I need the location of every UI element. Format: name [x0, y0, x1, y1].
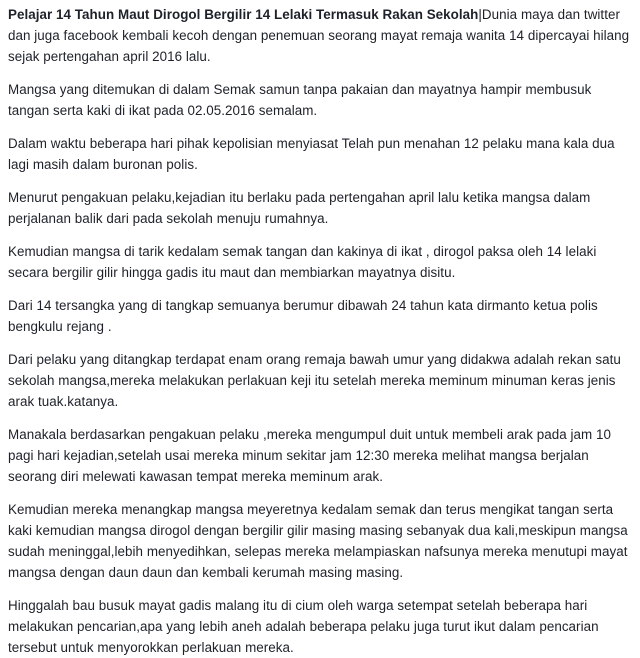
- paragraph-9: Hinggalah bau busuk mayat gadis malang itu di cium oleh warga setempat setelah beberapa hari melakukan pencarian,apa yang lebih aneh adalah beberapa pelaku juga turut ikut dalam pencarian tersebut untuk menyorokkan perlakuan mereka.: [8, 598, 599, 655]
- article-headline: Pelajar 14 Tahun Maut Dirogol Bergilir 14 Lelaki Termasuk Rakan Sekolah: [8, 7, 479, 22]
- paragraph-3: Menurut pengakuan pelaku,kejadian itu berlaku pada pertengahan april lalu ketika mangsa dalam perjalanan balik dari pada sekolah menuju rumahnya.: [8, 190, 591, 226]
- paragraph-7: Manakala berdasarkan pengakuan pelaku ,mereka mengumpul duit untuk membeli arak pada jam 10 pagi hari kejadian,setelah usai mereka minum sekitar jam 12:30 mereka melihat mangsa berjalan seorang diri melewati kawasan tempat mereka meminum arak.: [8, 427, 612, 484]
- paragraph-1: Mangsa yang ditemukan di dalam Semak samun tanpa pakaian dan mayatnya hampir membusuk tangan serta kaki di ikat pada 02.05.2016 semalam.: [8, 82, 592, 118]
- paragraph-4: Kemudian mangsa di tarik kedalam semak tangan dan kakinya di ikat , dirogol paksa oleh 14 lelaki secara bergilir gilir hingga gadis itu maut dan membiarkan mayatnya disitu.: [8, 244, 597, 280]
- paragraph-6: Dari pelaku yang ditangkap terdapat enam orang remaja bawah umur yang didakwa adalah rekan satu sekolah mangsa,mereka melakukan perlakuan keji itu setelah mereka meminum minuman keras jenis arak tuak.katanya.: [8, 352, 621, 409]
- lead-paragraph: [8, 4, 634, 67]
- paragraph-2: Dalam waktu beberapa hari pihak kepolisian menyiasat Telah pun menahan 12 pelaku mana kala dua lagi masih dalam buronan polis.: [8, 136, 615, 172]
- lead-text: |Dunia maya dan twitter dan juga facebook kembali kecoh dengan penemuan seorang mayat remaja wanita 14 dipercayai hilang sejak pertengahan april 2016 lalu.: [8, 7, 630, 64]
- paragraph-8: Kemudian mereka menangkap mangsa meyeretnya kedalam semak dan terus mengikat tangan serta kaki kemudian mangsa dirogol dengan bergilir gilir masing masing sebanyak dua kali,meskipun mangsa sudah meninggal,lebih menyedihkan, selepas mereka melampiaskan nafsunya mereka menutupi mayat mangsa dengan daun daun dan kembali kerumah masing masing.: [8, 502, 628, 580]
- paragraph-5: Dari 14 tersangka yang di tangkap semuanya berumur dibawah 24 tahun kata dirmanto ketua polis bengkulu rejang .: [8, 298, 598, 334]
